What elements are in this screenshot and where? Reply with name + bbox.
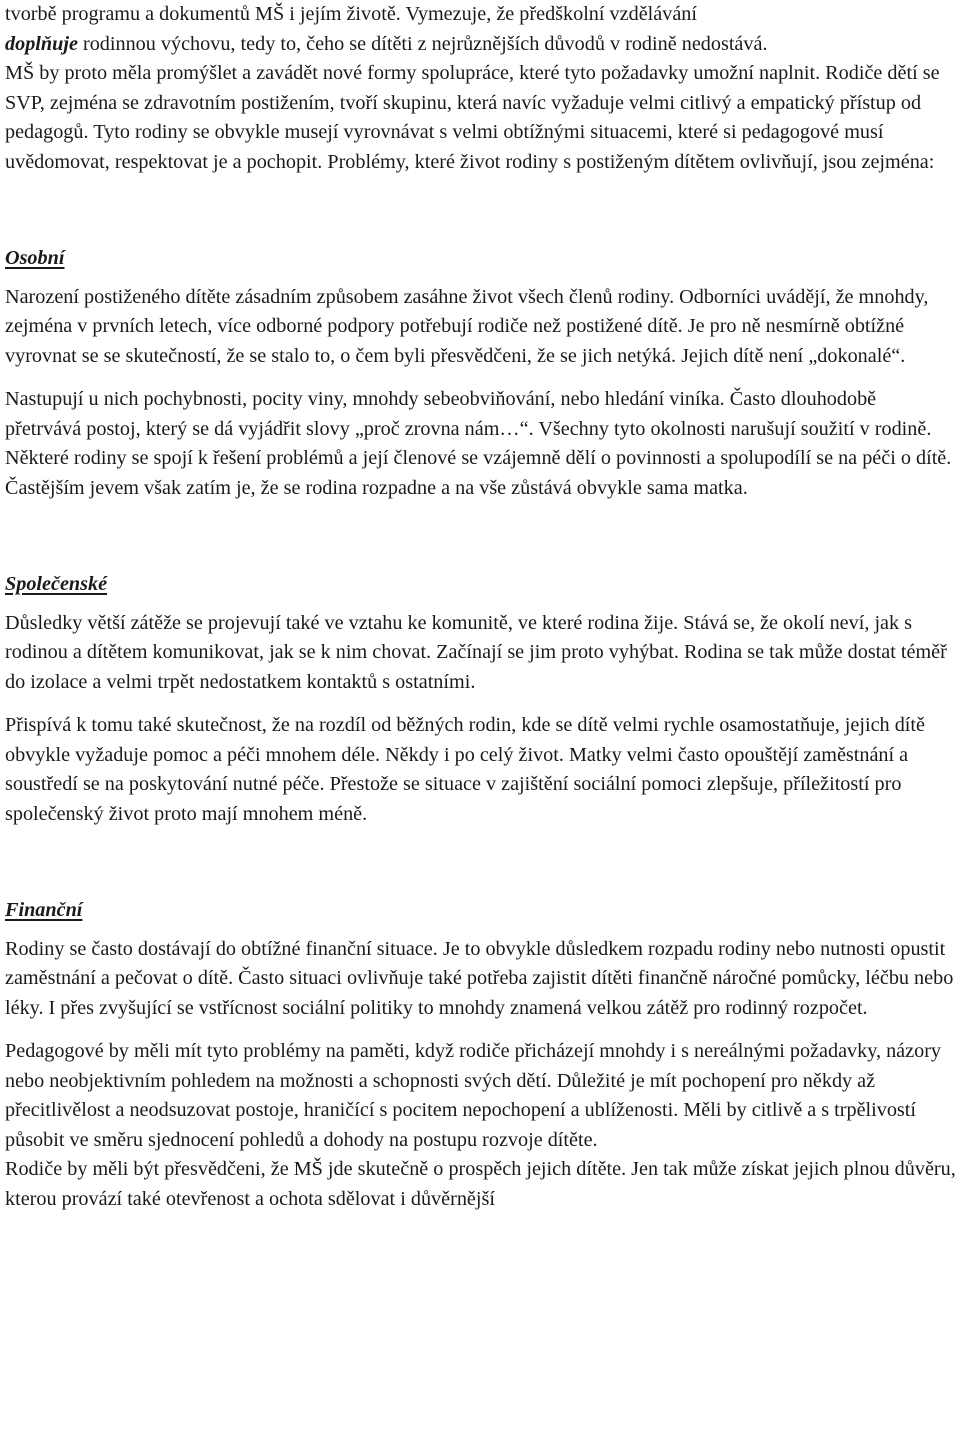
document-page	[5, 0, 957, 1214]
intro-text-end: rodinnou výchovu, tedy to, čeho se dítěti z nejrůznějších důvodů v rodině nedostává.	[77, 32, 768, 55]
intro-paragraph	[5, 0, 957, 59]
section-financial-paragraph-2: Pedagogové by měli mít tyto problémy na paměti, když rodiče přicházejí mnohdy i s nereálnými požadavky, názory nebo neobjektivním pohledem na možnosti a schopnosti svých dětí. Důležité je mít pochopení pro někdy až přecitlivělost a neodsuzovat postoje, hraničící s pocitem nepochopení a ublíženosti. Měli by citlivě a s trpělivostí působit ve směru sjednocení pohledů a dohody na postupu rozvoje dítěte.	[5, 1040, 942, 1151]
intro-paragraph-2: MŠ by proto měla promýšlet a zavádět nové formy spolupráce, které tyto požadavky umožní naplnit. Rodiče dětí se SVP, zejména se zdravotním postižením, tvoří skupinu, která navíc vyžaduje velmi citlivý a empatický přístup od pedagogů. Tyto rodiny se obvykle musejí vyrovnávat s velmi obtížnými situacemi, které si pedagogové musí uvědomovat, respektovat je a pochopit. Problémy, které život rodiny s postiženým dítětem ovlivňují, jsou zejména:	[5, 62, 940, 173]
section-social-paragraph-2: Přispívá k tomu také skutečnost, že na rozdíl od běžných rodin, kde se dítě velmi rychle osamostatňuje, jejich dítě obvykle vyžaduje pomoc a péči mnohem déle. Někdy i po celý život. Matky velmi často opouštějí zaměstnání a soustředí se na poskytování nutné péče. Přestože se situace v zajištění sociální pomoci zlepšuje, příležitostí pro společenský život proto mají mnohem méně.	[5, 714, 925, 825]
intro-text-start: tvorbě programu a dokumentů MŠ i jejím životě. Vymezuje, že předškolní vzdělávání	[5, 3, 697, 25]
intro-emphasis: doplňuje	[5, 32, 78, 55]
section-heading-financial: Finanční	[5, 899, 83, 921]
section-heading-personal: Osobní	[5, 247, 65, 269]
section-social-paragraph-1: Důsledky větší zátěže se projevují také ve vztahu ke komunitě, ve které rodina žije. Stává se, že okolí neví, jak s rodinou a dítětem komunikovat, jak se k nim chovat. Začínají se jim proto vyhýbat. Rodina se tak může dostat téměř do izolace a velmi trpět nedostatkem kontaktů s ostatními.	[5, 611, 947, 693]
section-personal-paragraph-2: Nastupují u nich pochybnosti, pocity viny, mnohdy sebeobviňování, nebo hledání viníka. Často dlouhodobě přetrvává postoj, který se dá vyjádřit slovy „proč zrovna nám…“. Všechny tyto okolnosti narušují soužití v rodině. Některé rodiny se spojí k řešení problémů a její členové se vzájemně dělí o povinnosti a spolupodílí se na péči o dítě. Častějším jevem však zatím je, že se rodina rozpadne a na vše zůstává obvykle sama matka.	[5, 388, 952, 499]
section-personal-paragraph-1: Narození postiženého dítěte zásadním způsobem zasáhne život všech členů rodiny. Odborníci uvádějí, že mnohdy, zejména v prvních letech, více odborné podpory potřebují rodiče než postižené dítě. Je pro ně nesmírně obtížné vyrovnat se se skutečností, že se stalo to, o čem byli přesvědčeni, že se jich netýká. Jejich dítě není „dokonalé“.	[5, 285, 929, 367]
section-heading-social: Společenské	[5, 573, 108, 595]
section-financial-paragraph-3: Rodiče by měli být přesvědčeni, že MŠ jde skutečně o prospěch jejich dítěte. Jen tak může získat jejich plnou důvěru, kterou provází také otevřenost a ochota sdělovat i důvěrnější	[5, 1158, 956, 1210]
section-financial-paragraph-1: Rodiny se často dostávají do obtížné finanční situace. Je to obvykle důsledkem rozpadu rodiny nebo nutnosti opustit zaměstnání a pečovat o dítě. Často situaci ovlivňuje také potřeba zajistit dítěti finančně náročné pomůcky, léčbu nebo léky. I přes zvyšující se vstřícnost sociální politiky to mnohdy znamená velkou zátěž pro rodinný rozpočet.	[5, 937, 954, 1019]
